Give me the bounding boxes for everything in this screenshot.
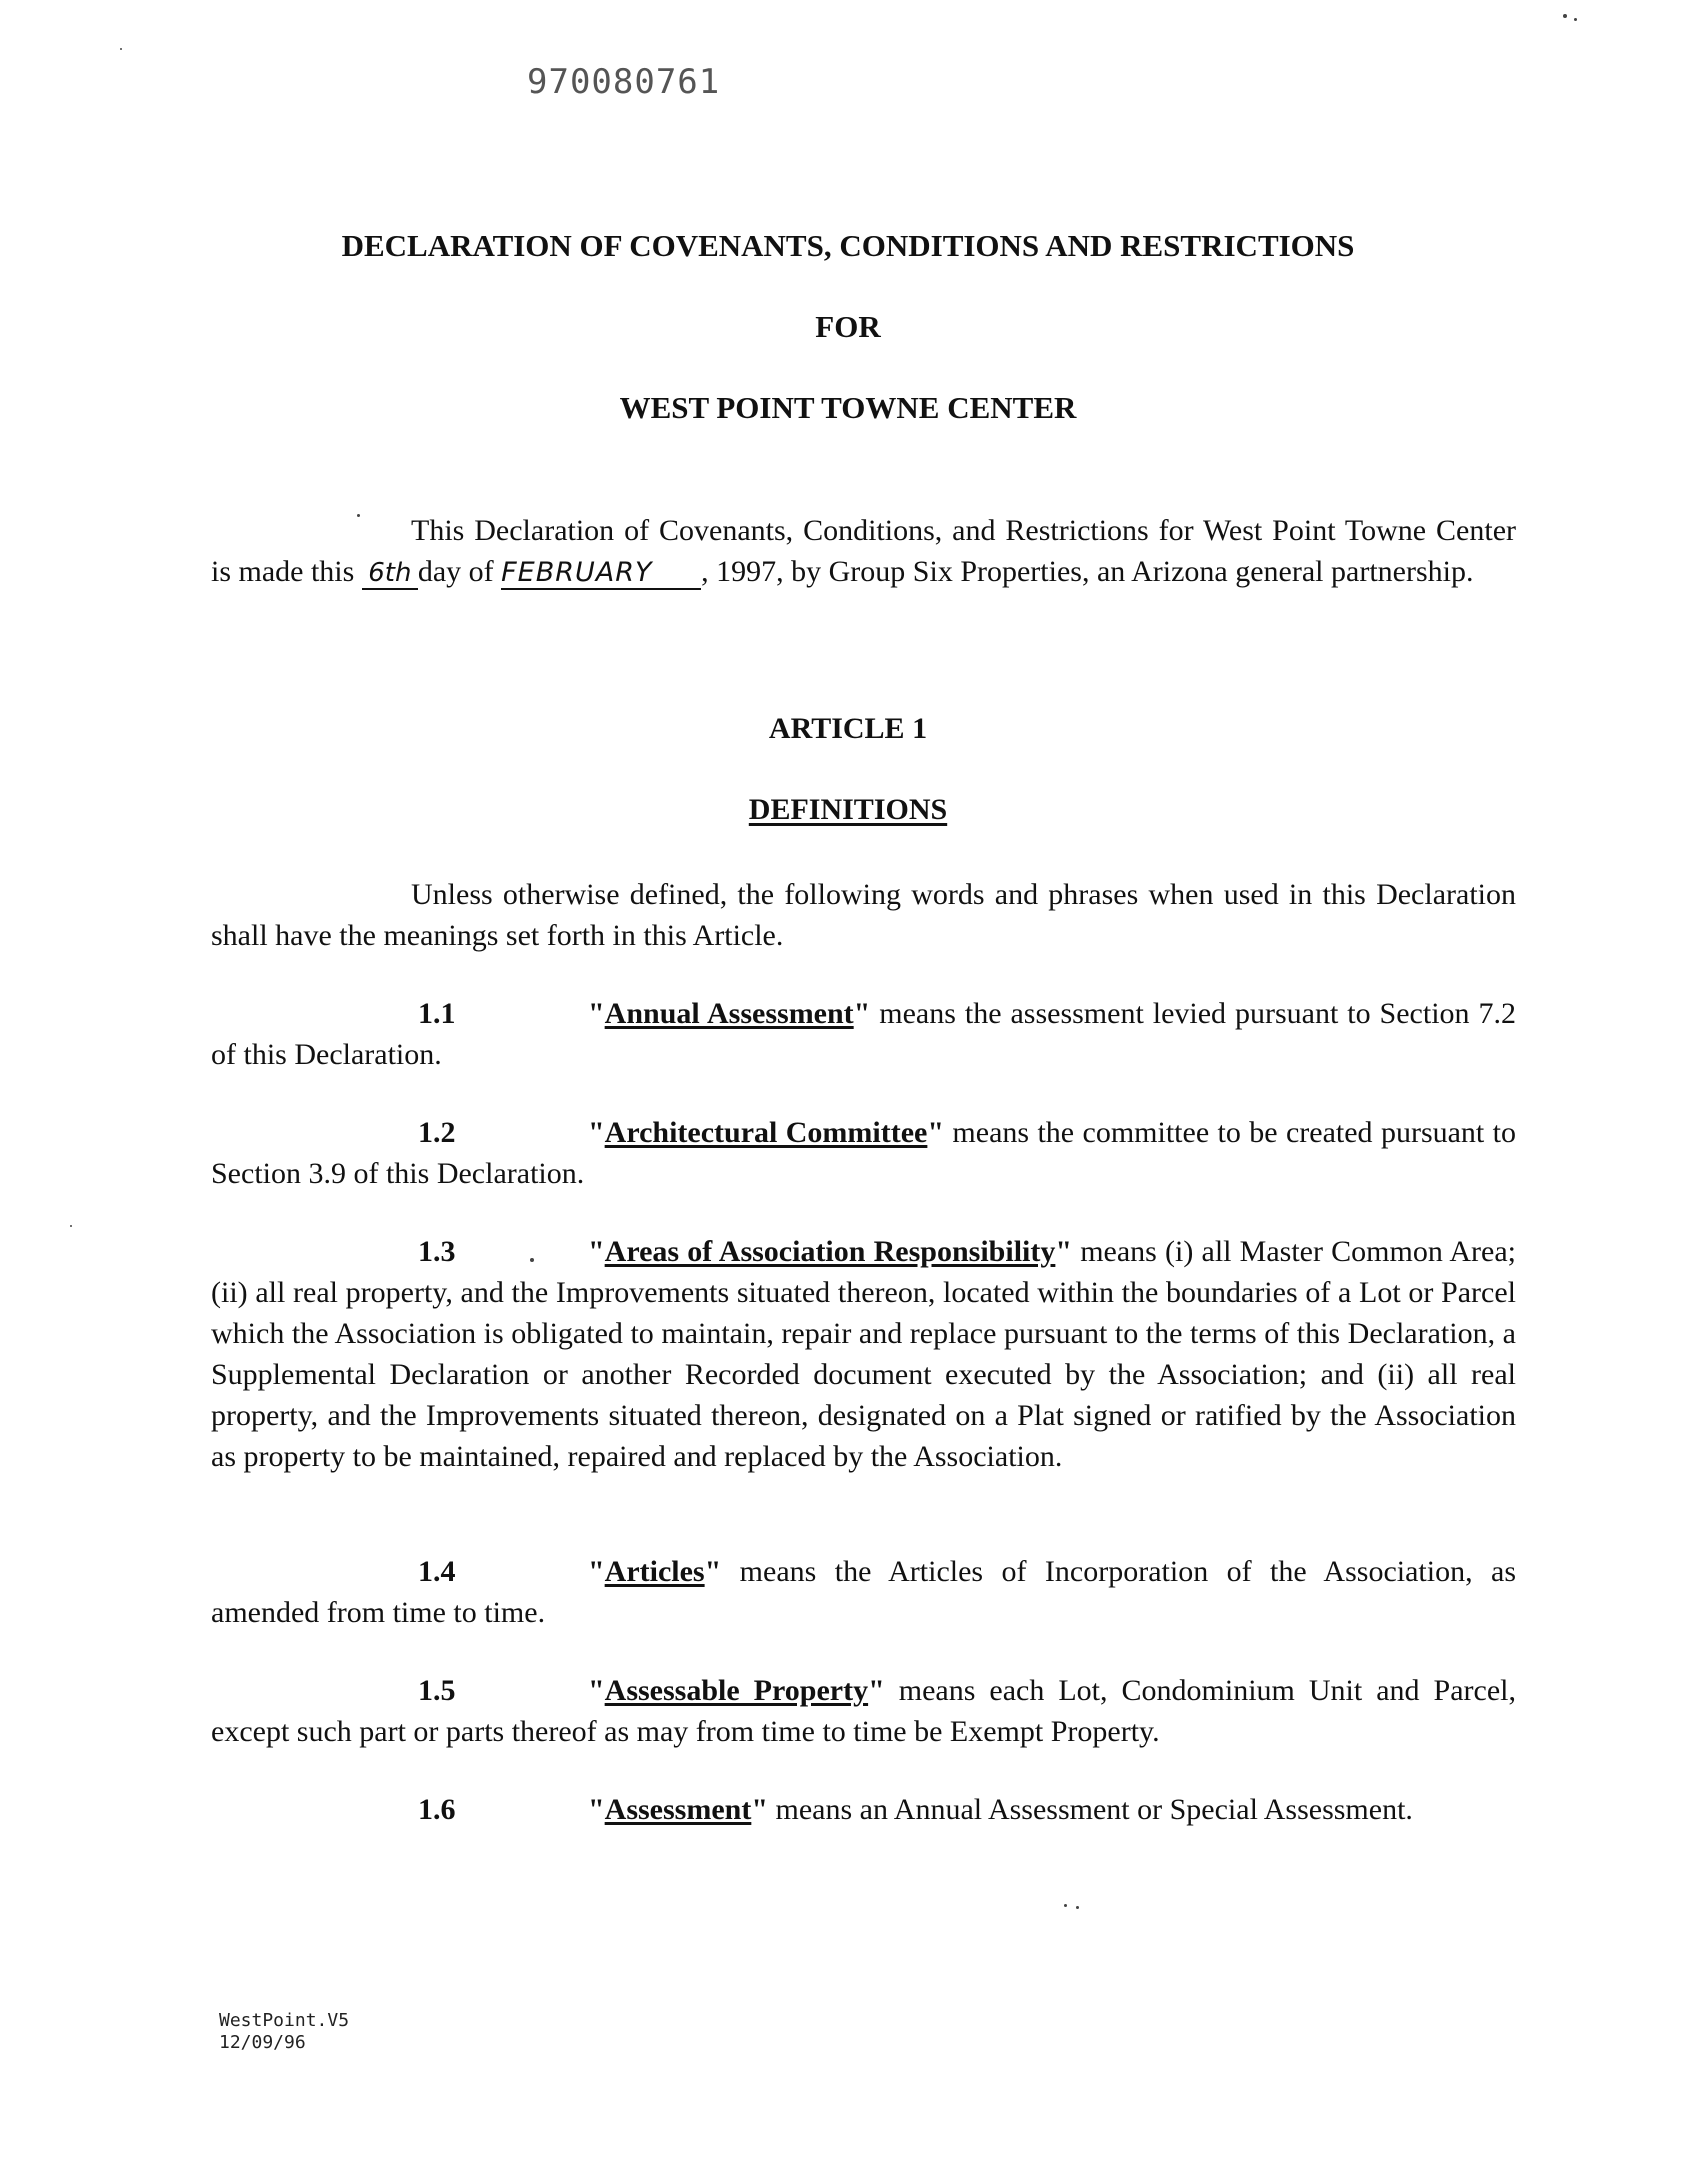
intro-text-3: , 1997, by Group Six Properties, an Arizona general partnership. [701, 555, 1474, 588]
definition-number: 1.5 [418, 1674, 456, 1707]
definition-number: 1.3 [418, 1235, 456, 1268]
definition-number: 1.1 [418, 997, 456, 1030]
scan-speck [1563, 14, 1567, 18]
definition-text: means the committee to be created pursuant to Section 3.9 of this Declaration. [211, 1116, 1516, 1190]
definition-text: means the assessment levied pursuant to Section 7.2 of this Declaration. [211, 997, 1516, 1071]
definition-term: Areas of Association Responsibility [604, 1235, 1056, 1268]
scan-speck [1574, 18, 1577, 21]
definition-number: 1.2 [418, 1116, 456, 1149]
intro-text-2: day of [417, 555, 494, 588]
definition-term: Assessable Property [604, 1674, 869, 1707]
scan-speck [70, 1225, 72, 1227]
scan-speck [120, 48, 122, 50]
title-line-3: WEST POINT TOWNE CENTER [619, 390, 1077, 425]
document-number: 970080761 [527, 62, 721, 102]
preamble-paragraph [211, 874, 1516, 956]
scan-speck [1064, 1904, 1067, 1907]
title-line-1: DECLARATION OF COVENANTS, CONDITIONS AND RESTRICTIONS [341, 228, 1355, 263]
definition-term: Assessment [604, 1793, 752, 1826]
article-number: ARTICLE 1 [768, 712, 928, 745]
definition-number: 1.6 [418, 1793, 456, 1826]
definition-term: Articles [604, 1555, 705, 1588]
footer-reference [219, 2010, 349, 2054]
intro-paragraph [211, 510, 1516, 592]
definition-1-2: 1.2 "Architectural Committee" means the committee to be created pursuant to Section 3.9 of this Declaration. [211, 1112, 1516, 1194]
definition-text: means each Lot, Condominium Unit and Parcel, except such part or parts thereof as may from time to time be Exempt Property. [211, 1674, 1517, 1748]
definition-term: Architectural Committee [604, 1116, 928, 1149]
intro-text-1: This Declaration of Covenants, Conditions, and Restrictions for West Point Towne Center is made this [211, 514, 1516, 588]
preamble-text: Unless otherwise defined, the following words and phrases when used in this Declaration shall have the meanings set forth in this Article. [211, 878, 1516, 952]
definition-1-3: 1.3 "Areas of Association Responsibility" means (i) all Master Common Area; (ii) all real property, and the Improvements situated thereon, located within the boundaries of a Lot or Parcel which the Association is obligated to maintain, repair and replace pursuant to the terms of this Declaration, a Supplemental Declaration or another Recorded document executed by the Association; and (ii) all real property, and the Improvements situated thereon, designated on a Plat signed or ratified by the Association as property to be maintained, repaired and replaced by the Association. [211, 1231, 1516, 1477]
footer-date: 12/09/96 [219, 2032, 306, 2053]
scan-speck [530, 1258, 534, 1262]
definition-term: Annual Assessment [604, 997, 854, 1030]
definition-1-4: 1.4 "Articles" means the Articles of Incorporation of the Association, as amended from time to time. [211, 1551, 1516, 1633]
definition-1-6: 1.6 "Assessment" means an Annual Assessment or Special Assessment. [211, 1789, 1516, 1830]
scan-speck [357, 514, 360, 517]
title-line-2: FOR [815, 309, 881, 344]
definition-number: 1.4 [418, 1555, 456, 1588]
definition-text: means (i) all Master Common Area; (ii) all real property, and the Improvements situated thereon, located within the boundaries of a Lot or Parcel which the Association is obligated to maintain, repair and replace pursuant to the terms of this Declaration, a Supplemental Declaration or another Recorded document executed by the Association; and (ii) all real property, and the Improvements situated thereon, designated on a Plat signed or ratified by the Association as property to be maintained, repaired and replaced by the Association. [211, 1235, 1516, 1473]
definition-1-5: 1.5 "Assessable Property" means each Lot, Condominium Unit and Parcel, except such part or parts thereof as may from time to time be Exempt Property. [211, 1670, 1516, 1752]
footer-file: WestPoint.V5 [219, 2010, 350, 2031]
handwritten-day: 6th [362, 558, 418, 590]
definition-text: means the Articles of Incorporation of the Association, as amended from time to time. [211, 1555, 1516, 1629]
article-title: DEFINITIONS [748, 793, 948, 826]
definition-text: means an Annual Assessment or Special Assessment. [767, 1793, 1413, 1826]
handwritten-month: FEBRUARY [501, 558, 701, 590]
definition-1-1: 1.1 "Annual Assessment" means the assessment levied pursuant to Section 7.2 of this Declaration. [211, 993, 1516, 1075]
scan-speck [1076, 1906, 1079, 1909]
